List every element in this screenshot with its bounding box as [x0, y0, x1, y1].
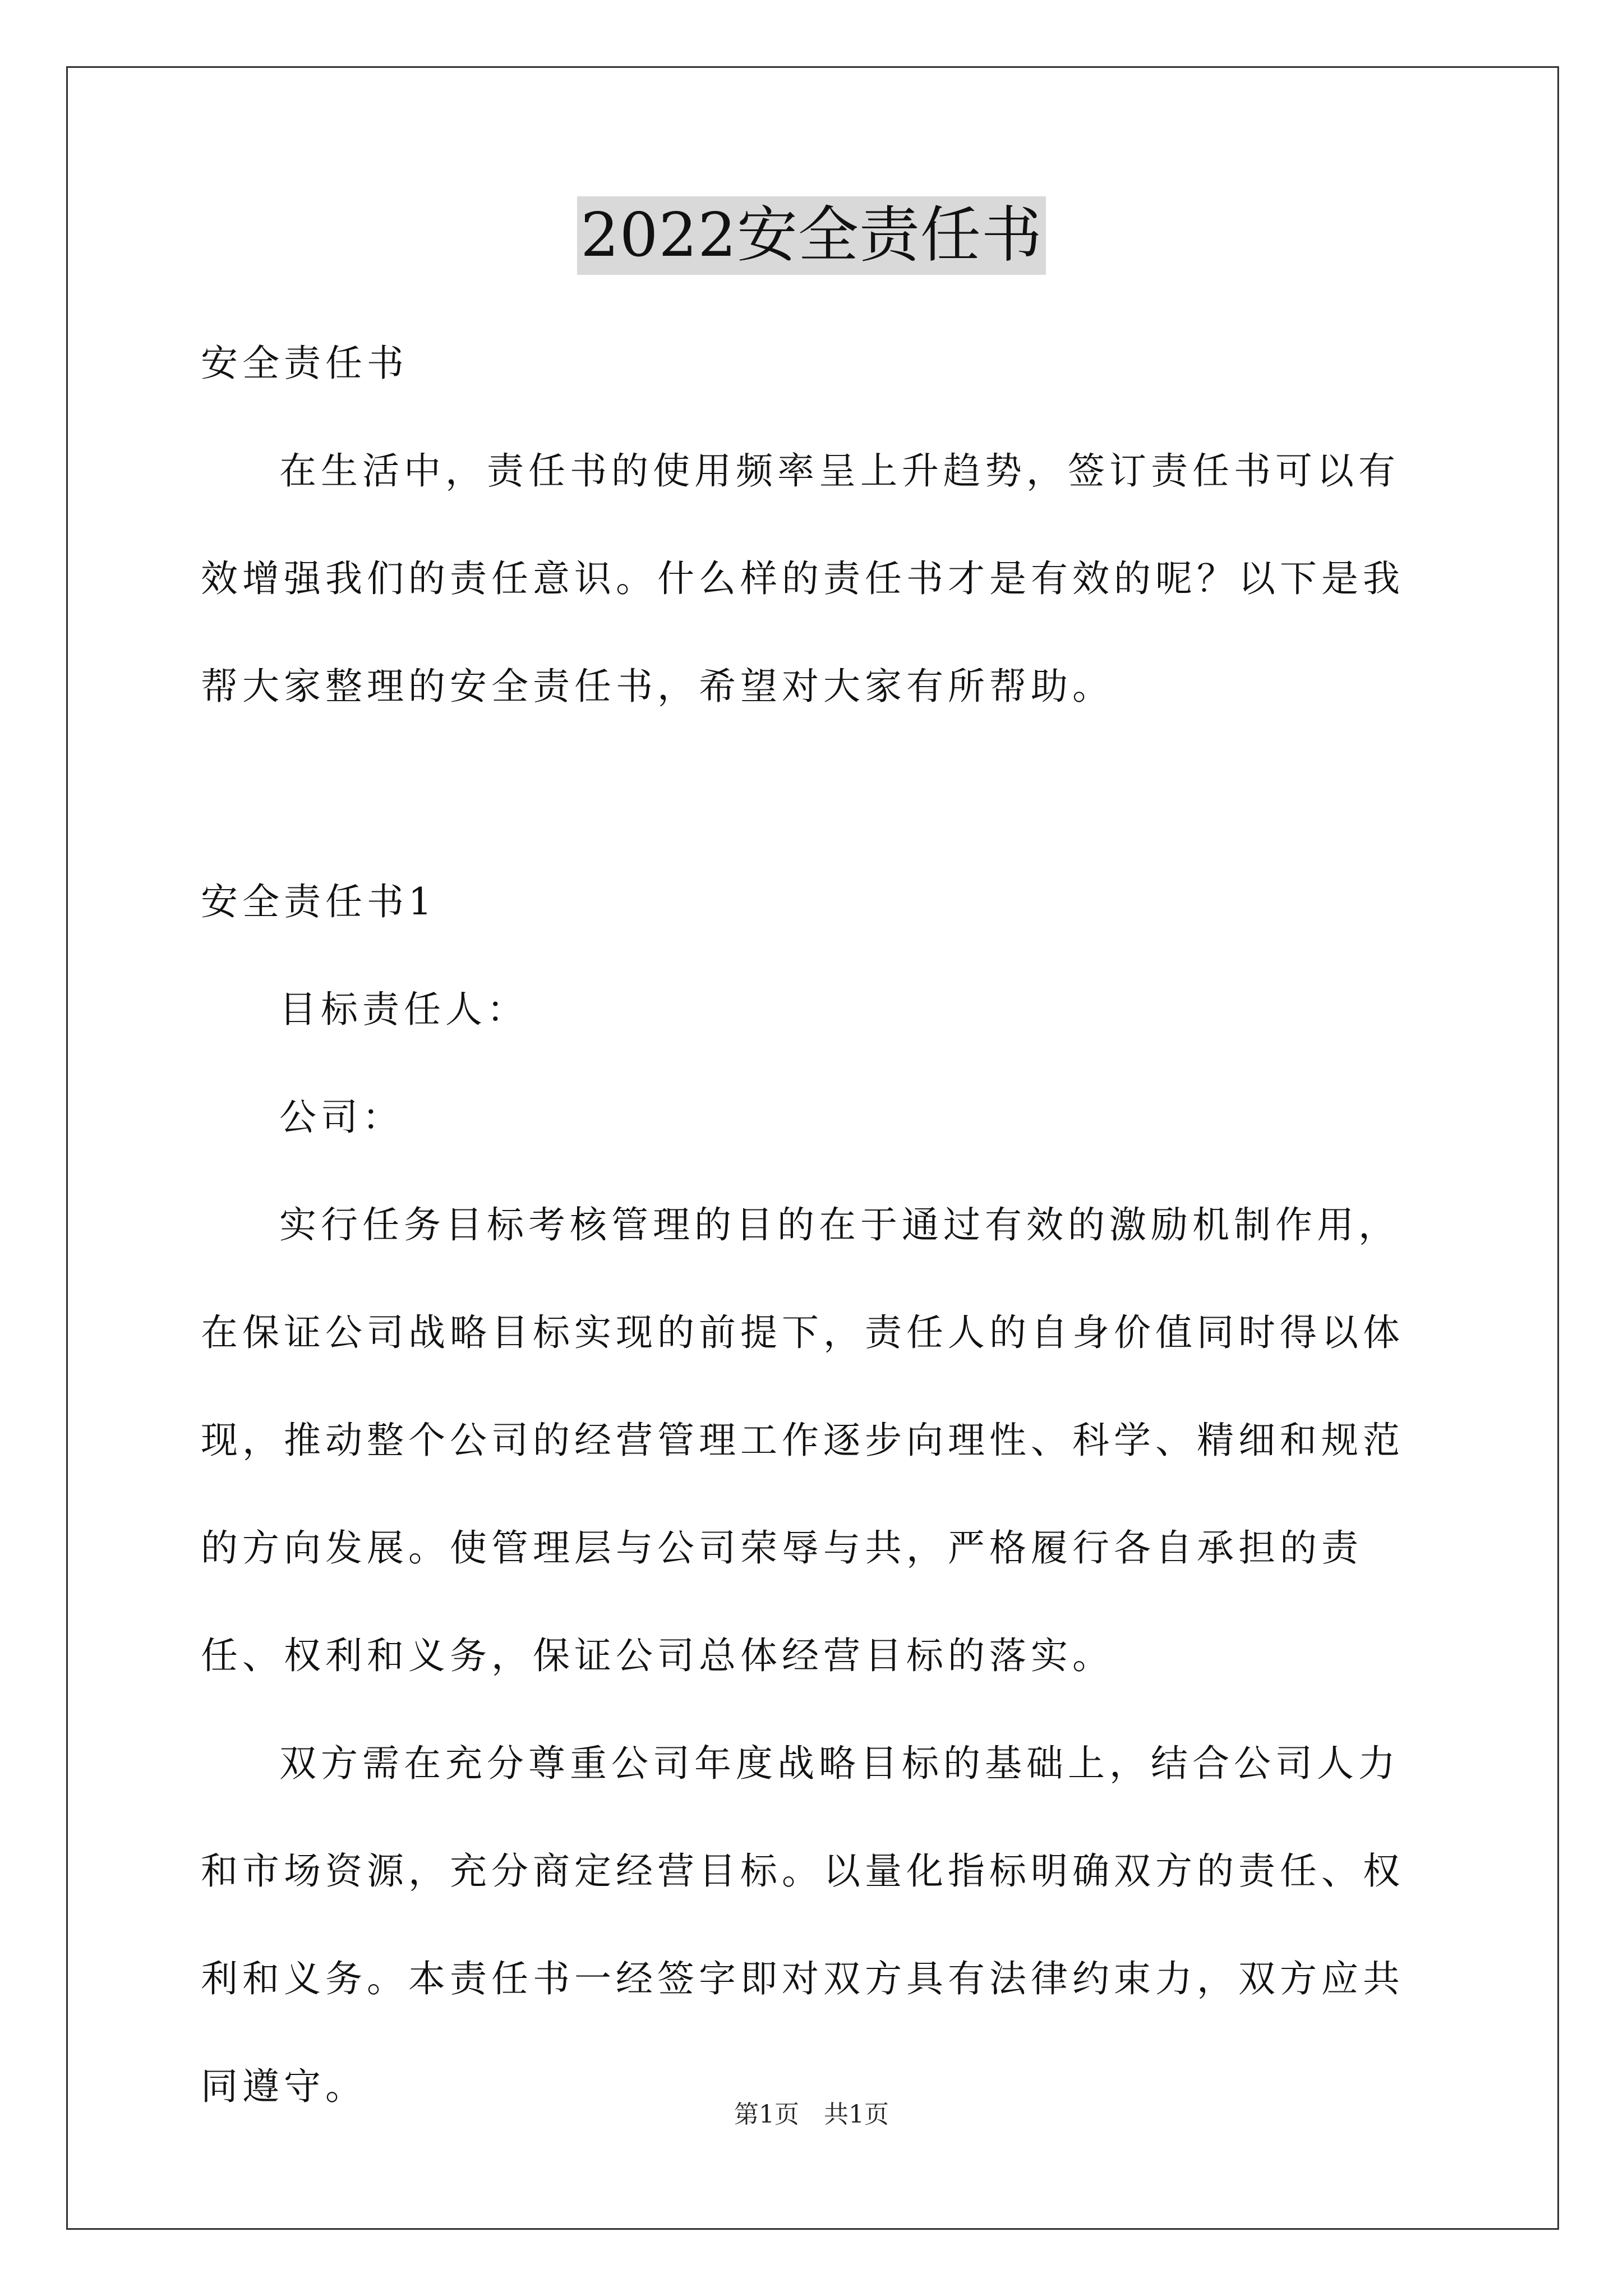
intro-paragraph: 在生活中，责任书的使用频率呈上升趋势，签订责任书可以有效增强我们的责任意识。什么样的责任书才是有效的呢？以下是我帮大家整理的安全责任书，希望对大家有所帮助。: [201, 449, 1404, 708]
title-wrap: [0, 196, 1623, 275]
body-paragraph: 双方需在充分尊重公司年度战略目标的基础上，结合公司人力和市场资源，充分商定经营目标。以量化指标明确双方的责任、权利和义务。本责任书一经签字即对双方具有法律约束力，双方应共同遵守。: [201, 1742, 1404, 2108]
section-heading: 安全责任书: [201, 342, 408, 385]
company-label: 公司：: [279, 1096, 404, 1139]
body-paragraph: 实行任务目标考核管理的目的在于通过有效的激励机制作用，在保证公司战略目标实现的前提下，责任人的自身价值同时得以体现，推动整个公司的经营管理工作逐步向理性、科学、精细和规范的方向发展。使管理层与公司荣辱与共，严格履行各自承担的责任、权利和义务，保证公司总体经营目标的落实。: [201, 1203, 1404, 1677]
target-responsible-label: 目标责任人：: [279, 988, 528, 1031]
document-body: [201, 310, 1435, 2141]
section-heading-1: 安全责任书1: [201, 880, 436, 923]
paragraph-spacer: [201, 740, 1435, 848]
document-title: 2022安全责任书: [577, 196, 1046, 275]
page-footer: 第1页 共1页: [734, 2100, 889, 2129]
